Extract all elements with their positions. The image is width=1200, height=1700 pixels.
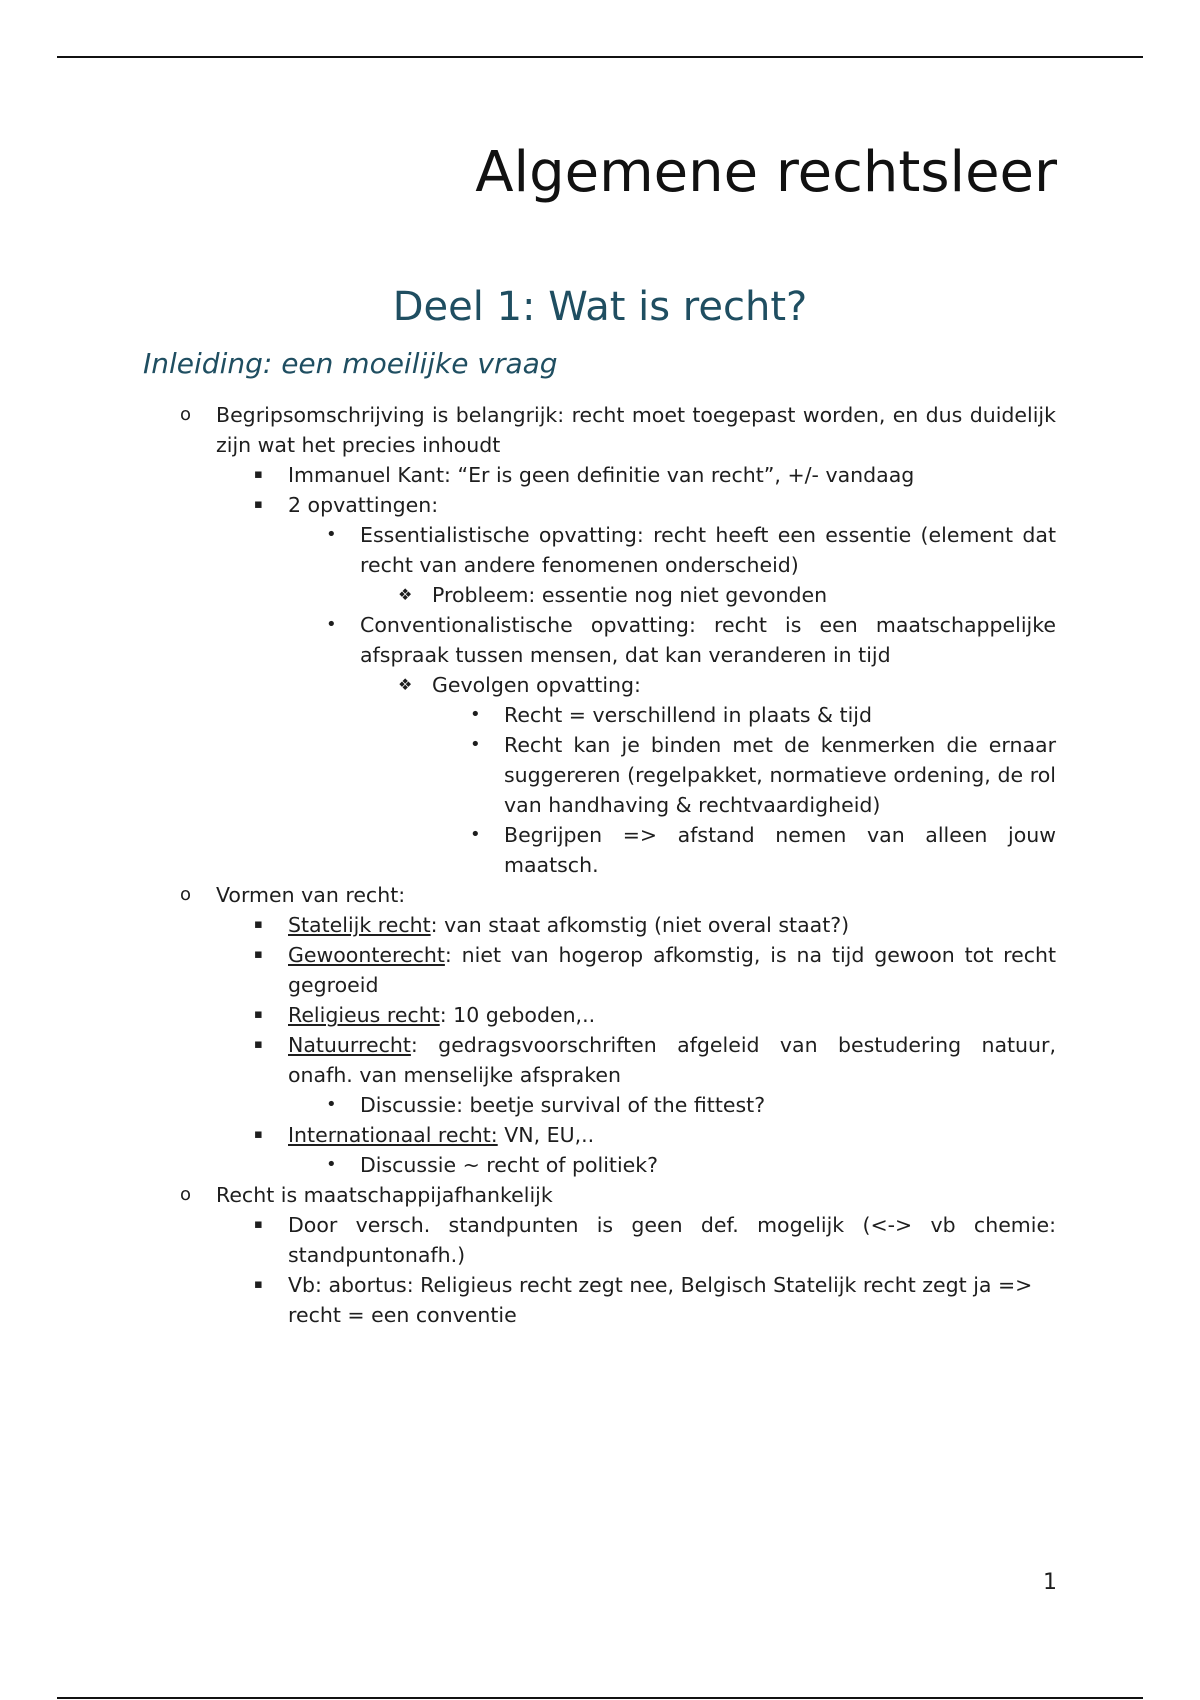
outline-item [254, 940, 1056, 1000]
outline-item [254, 460, 1056, 490]
outline-item [254, 910, 1056, 940]
definition: VN, EU,.. [497, 1123, 595, 1147]
definition: : niet van hogerop afkomstig, is na tijd gewoon tot recht gegroeid [288, 943, 1056, 997]
part-heading: Deel 1: Wat is recht? [392, 284, 808, 330]
outline-item [326, 610, 1056, 880]
dot-bullet-icon: • [470, 704, 481, 725]
item-text [288, 940, 1056, 1000]
outline-item [326, 1090, 1056, 1120]
outline-item [470, 700, 1056, 730]
item-text [288, 1030, 1056, 1090]
header-rule [57, 56, 1143, 58]
outline-item [326, 520, 1056, 610]
square-bullet-icon: ▪ [254, 1037, 263, 1052]
sublist [288, 1090, 1056, 1120]
definition: : 10 geboden,.. [439, 1003, 596, 1027]
item-text: Probleem: essentie nog niet gevonden [432, 583, 828, 607]
outline-item [326, 1150, 1056, 1180]
document-title: Algemene rechtsleer [475, 140, 1057, 205]
circle-bullet-icon: o [180, 1184, 192, 1205]
outline-item [398, 670, 1056, 880]
outline-item [470, 820, 1056, 880]
section-heading: Inleiding: een moeilijke vraag [143, 347, 558, 380]
item-text: Door versch. standpunten is geen def. mogelijk (<-> vb chemie: standpuntonafh.) [288, 1213, 1056, 1267]
dot-bullet-icon: • [326, 1094, 337, 1115]
item-text: Essentialistische opvatting: recht heeft een essentie (element dat recht van andere fenomenen onderscheid) [360, 523, 1056, 577]
outline-item [180, 1180, 1056, 1330]
sublist [288, 1150, 1056, 1180]
term: Gewoonterecht [288, 943, 445, 967]
item-text: Recht kan je binden met de kenmerken die ernaar suggereren (regelpakket, normatieve ordening, de rol van handhaving & rechtvaardigheid) [504, 733, 1056, 817]
diamond-bullet-icon: ❖ [398, 585, 413, 604]
dot-bullet-icon: • [326, 524, 337, 545]
square-bullet-icon: ▪ [254, 947, 263, 962]
term: Internationaal recht: [288, 1123, 498, 1147]
item-text: Immanuel Kant: “Er is geen definitie van recht”, +/- vandaag [288, 463, 915, 487]
circle-bullet-icon: o [180, 884, 192, 905]
item-text [288, 1000, 1056, 1030]
outline-item [180, 880, 1056, 1180]
item-text: Conventionalistische opvatting: recht is een maatschappelijke afspraak tussen mensen, dat kan veranderen in tijd [360, 613, 1056, 667]
item-text: Begrijpen => afstand nemen van alleen jouw maatsch. [504, 823, 1056, 877]
outline-item [254, 1210, 1056, 1270]
item-text: Discussie: beetje survival of the fittest? [360, 1093, 766, 1117]
term: Natuurrecht [288, 1033, 411, 1057]
sublist [360, 670, 1056, 880]
square-bullet-icon: ▪ [254, 917, 263, 932]
item-text: Vormen van recht: [216, 883, 406, 907]
square-bullet-icon: ▪ [254, 1277, 263, 1292]
item-text: Vb: abortus: Religieus recht zegt nee, Belgisch Statelijk recht zegt ja => recht = een conventie [288, 1273, 1033, 1327]
term: Statelijk recht [288, 913, 431, 937]
outline-item [254, 1030, 1056, 1120]
sublist [288, 520, 1056, 880]
item-text: Gevolgen opvatting: [432, 673, 641, 697]
dot-bullet-icon: • [326, 614, 337, 635]
square-bullet-icon: ▪ [254, 497, 263, 512]
outline-item [254, 1270, 1056, 1330]
item-text [288, 910, 1056, 940]
diamond-bullet-icon: ❖ [398, 675, 413, 694]
definition: : van staat afkomstig (niet overal staat?) [430, 913, 850, 937]
dot-bullet-icon: • [326, 1154, 337, 1175]
outline-item [254, 1000, 1056, 1030]
term: Religieus recht [288, 1003, 440, 1027]
sublist [432, 700, 1056, 880]
square-bullet-icon: ▪ [254, 1127, 263, 1142]
item-text [288, 1120, 1056, 1150]
outline-item [254, 1120, 1056, 1180]
outline-list [0, 400, 1200, 1330]
circle-bullet-icon: o [180, 404, 192, 425]
dot-bullet-icon: • [470, 824, 481, 845]
square-bullet-icon: ▪ [254, 1007, 263, 1022]
item-text: Discussie ~ recht of politiek? [360, 1153, 659, 1177]
item-text: Recht is maatschappijafhankelijk [216, 1183, 553, 1207]
square-bullet-icon: ▪ [254, 1217, 263, 1232]
outline-item [398, 580, 1056, 610]
outline-item [180, 400, 1056, 880]
page-number: 1 [1043, 1570, 1057, 1595]
square-bullet-icon: ▪ [254, 467, 263, 482]
definition: : gedragsvoorschriften afgeleid van bestudering natuur, onafh. van menselijke afspraken [288, 1033, 1056, 1087]
item-text: 2 opvattingen: [288, 493, 439, 517]
item-text: Begripsomschrijving is belangrijk: recht moet toegepast worden, en dus duidelijk zijn wat het precies inhoudt [216, 403, 1056, 457]
item-text: Recht = verschillend in plaats & tijd [504, 703, 872, 727]
outline-item [254, 490, 1056, 880]
sublist [360, 580, 1056, 610]
sublist [216, 910, 1056, 1180]
footer-rule [57, 1697, 1143, 1699]
sublist [216, 460, 1056, 880]
outline-item [470, 730, 1056, 820]
dot-bullet-icon: • [470, 734, 481, 755]
sublist [216, 1210, 1056, 1330]
